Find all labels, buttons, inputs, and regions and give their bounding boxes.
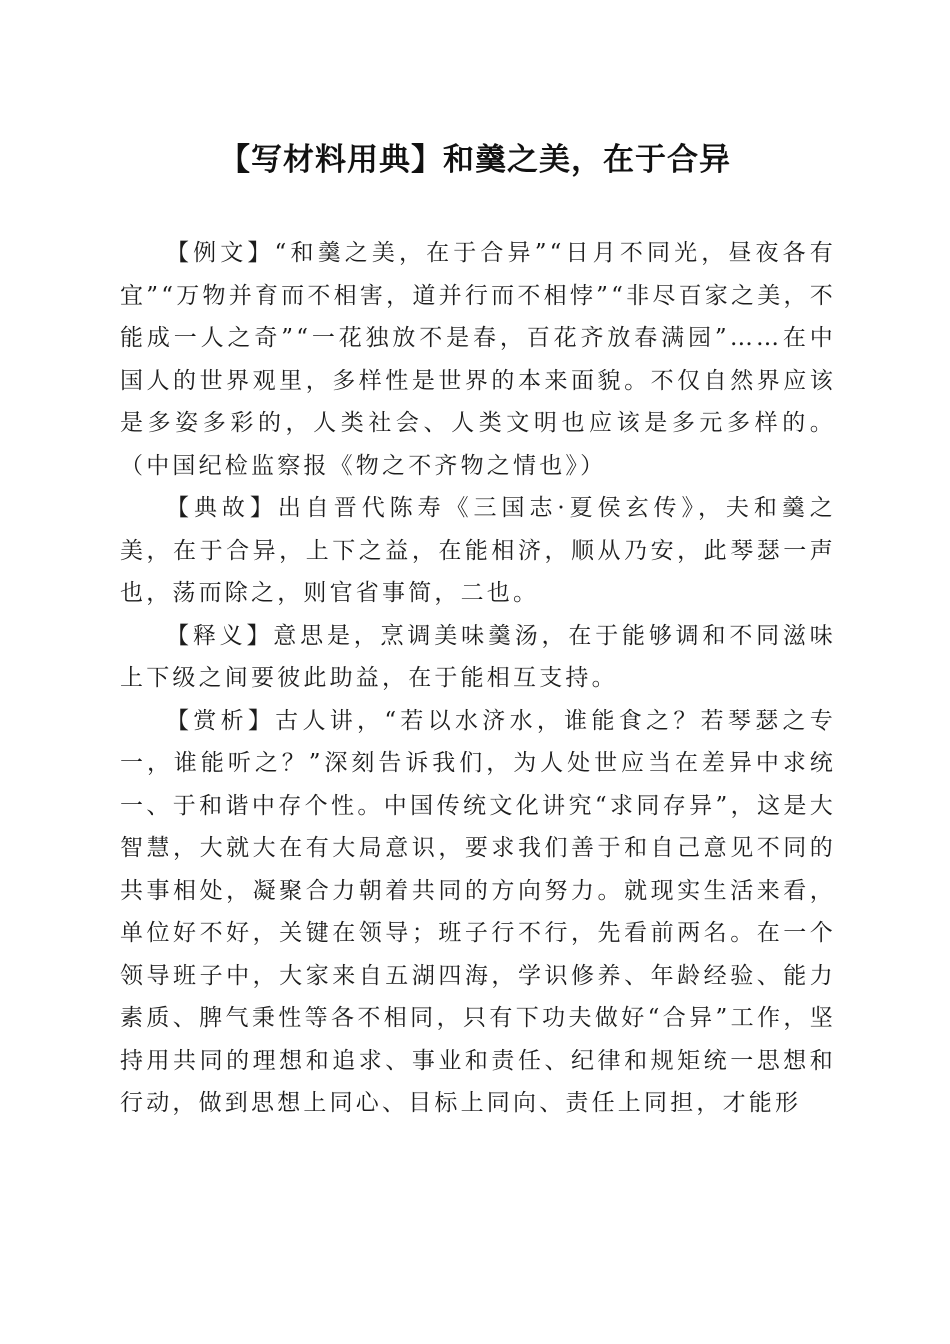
paragraph-example: 【例文】“和羹之美，在于合异”“日月不同光，昼夜各有宜”“万物并育而不相害，道并行而不相悖”“非尽百家之美，不能成一人之奇”“一花独放不是春，百花齐放春满园”……在中国人的世界观里，多样性是世界的本来面貌。不仅自然界应该是多姿多彩的，人类社会、人类文明也应该是多元多样的。（中国纪检监察报《物之不齐物之情也》） <box>120 240 836 479</box>
document-title: 【写材料用典】和羹之美，在于合异 <box>219 142 731 178</box>
paragraph-appreciation: 【赏析】古人讲，“若以水济水，谁能食之？若琴瑟之专一，谁能听之？”深刻告诉我们，为人处世应当在差异中求统一、于和谐中存个性。中国传统文化讲究“求同存异”，这是大智慧，大就大在有大局意识，要求我们善于和自己意见不同的共事相处，凝聚合力朝着共同的方向努力。就现实生活来看，单位好不好，关键在领导；班子行不行，先看前两名。在一个领导班子中，大家来自五湖四海，学识修养、年龄经验、能力素质、脾气秉性等各不相同，只有下功夫做好“合异”工作，坚持用共同的理想和追求、事业和责任、纪律和规矩统一思想和行动，做到思想上同心、目标上同向、责任上同担，才能形 <box>120 707 836 1116</box>
paragraph-meaning: 【释义】意思是，烹调美味羹汤，在于能够调和不同滋味上下级之间要彼此助益，在于能相互支持。 <box>120 622 836 691</box>
paragraph-allusion: 【典故】出自晋代陈寿《三国志·夏侯玄传》，夫和羹之美，在于合异，上下之益，在能相济，顺从乃安，此琴瑟一声也，荡而除之，则官省事简，二也。 <box>120 495 836 606</box>
document-body <box>120 232 836 1125</box>
